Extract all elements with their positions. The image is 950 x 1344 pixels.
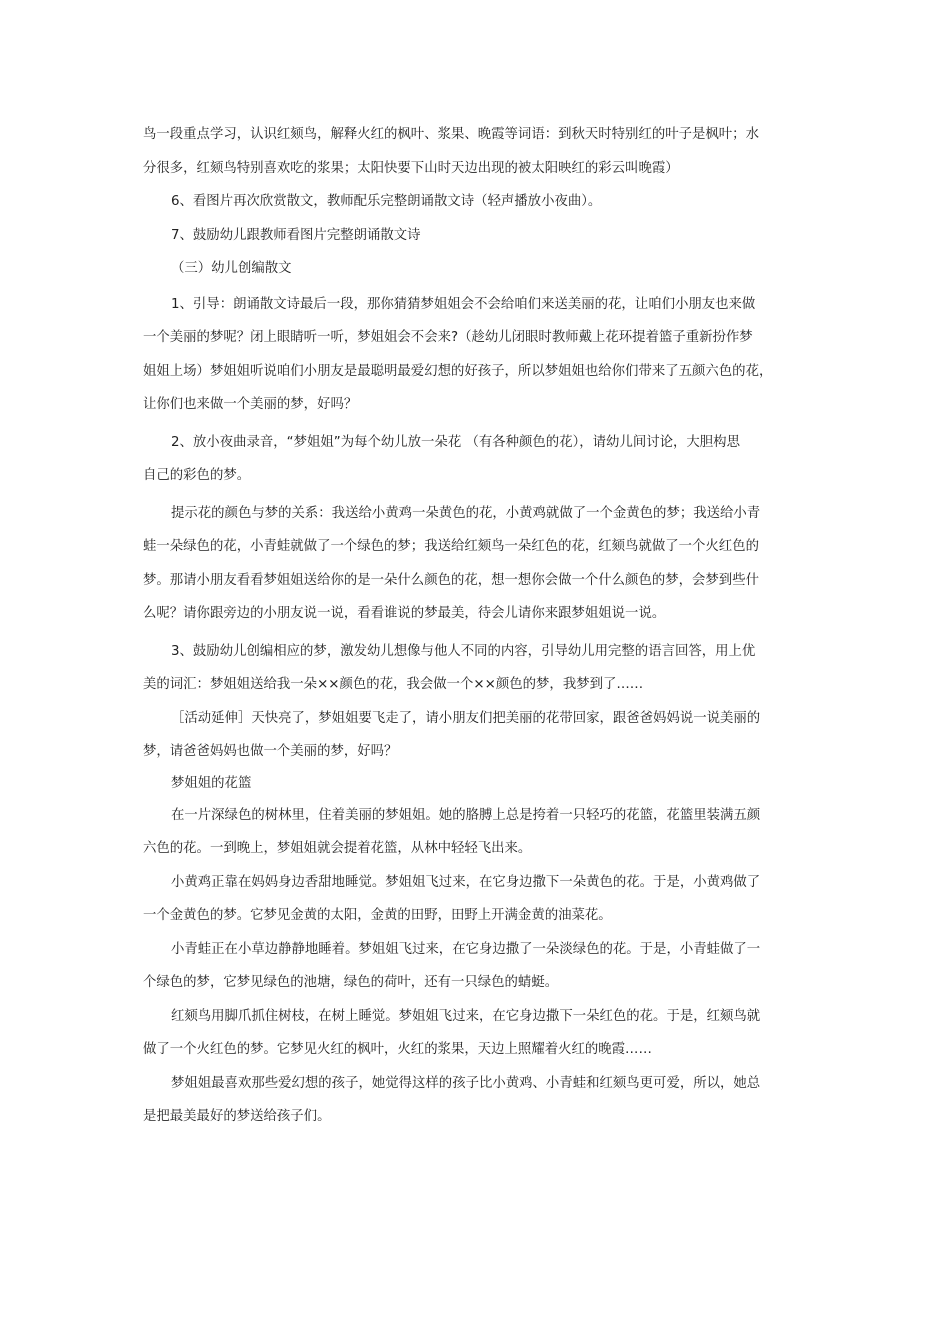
text-line: 让你们也来做一个美丽的梦，好吗？ — [143, 397, 358, 412]
story-title — [143, 769, 808, 799]
text-line: 做了一个火红色的梦。它梦见火红的枫叶，火红的浆果，天边上照耀着火红的晚霞…… — [143, 1042, 652, 1057]
paragraph-3 — [143, 219, 808, 253]
paragraph-7 — [143, 497, 808, 631]
text-line: 美的词汇：梦姐姐送给我一朵××颜色的花，我会做一个××颜色的梦，我梦到了…… — [143, 677, 644, 692]
text-line: 梦。那请小朋友看看梦姐姐送给你的是一朵什么颜色的花，想一想你会做一个什么颜色的梦，会梦到些什 — [143, 572, 759, 588]
text-line: ［活动延伸］天快亮了，梦姐姐要飞走了，请小朋友们把美丽的花带回家，跟爸爸妈妈说一说美丽的 — [171, 710, 761, 726]
section-heading — [143, 252, 808, 286]
text-line: 小青蛙正在小草边静静地睡着。梦姐姐飞过来，在它身边撒了一朵淡绿色的花。于是，小青蛙做了一 — [171, 941, 761, 957]
paragraph-9 — [143, 702, 808, 769]
paragraph-12 — [143, 866, 808, 933]
paragraph-1 — [143, 118, 808, 185]
text-line: 么呢？请你跟旁边的小朋友说一说，看看谁说的梦最美，待会儿请你来跟梦姐姐说一说。 — [143, 606, 666, 621]
text-line: 6、看图片再次欣赏散文，教师配乐完整朗诵散文诗（轻声播放小夜曲）。 — [171, 194, 602, 209]
text-line: 是把最美最好的梦送给孩子们。 — [143, 1109, 331, 1124]
text-line: 蛙一朵绿色的花，小青蛙就做了一个绿色的梦；我送给红颏鸟一朵红色的花，红颏鸟就做了一个火红色的 — [143, 539, 759, 554]
text-line: （三）幼儿创编散文 — [171, 261, 292, 276]
text-line: 一个金黄色的梦。它梦见金黄的太阳，金黄的田野，田野上开满金黄的油菜花。 — [143, 908, 612, 923]
paragraph-2 — [143, 185, 808, 219]
text-line: 梦姐姐最喜欢那些爱幻想的孩子，她觉得这样的孩子比小黄鸡、小青蛙和红颏鸟更可爱，所以，她总 — [171, 1075, 761, 1091]
text-line: 梦，请爸爸妈妈也做一个美丽的梦，好吗？ — [143, 744, 398, 759]
paragraph-13 — [143, 933, 808, 1000]
text-line: 自己的彩色的梦。 — [143, 468, 251, 483]
paragraph-5 — [143, 288, 808, 422]
text-line: 3、鼓励幼儿创编相应的梦，激发幼儿想像与他人不同的内容，引导幼儿用完整的语言回答，用上优 — [171, 643, 756, 659]
text-line: 梦姐姐的花篮 — [171, 775, 252, 791]
paragraph-11 — [143, 799, 808, 866]
text-line: 一个美丽的梦呢？闭上眼睛听一听，梦姐姐会不会来?（趁幼儿闭眼时教师戴上花环提着篮子重新扮作梦 — [143, 330, 753, 345]
text-line: 个绿色的梦，它梦见绿色的池塘，绿色的荷叶，还有一只绿色的蜻蜓。 — [143, 975, 559, 990]
text-line: 红颏鸟用脚爪抓住树枝，在树上睡觉。梦姐姐飞过来，在它身边撒下一朵红色的花。于是，红颏鸟就 — [171, 1008, 761, 1024]
text-line: 小黄鸡正靠在妈妈身边香甜地睡觉。梦姐姐飞过来，在它身边撒下一朵黄色的花。于是，小黄鸡做了 — [171, 874, 761, 890]
text-line: 7、鼓励幼儿跟教师看图片完整朗诵散文诗 — [171, 227, 421, 243]
text-line: 六色的花。一到晚上，梦姐姐就会提着花篮，从林中轻轻飞出来。 — [143, 841, 532, 856]
paragraph-6 — [143, 426, 808, 493]
text-line: 1、引导：朗诵散文诗最后一段，那你猜猜梦姐姐会不会给咱们来送美丽的花，让咱们小朋友也来做 — [171, 296, 756, 312]
paragraph-15 — [143, 1067, 808, 1134]
paragraph-8 — [143, 635, 808, 702]
paragraph-14 — [143, 1000, 808, 1067]
document-page — [143, 118, 808, 1134]
text-line: 分很多，红颏鸟特别喜欢吃的浆果；太阳快要下山时天边出现的被太阳映红的彩云叫晚霞） — [143, 160, 679, 176]
text-line: 鸟一段重点学习，认识红颏鸟，解释火红的枫叶、浆果、晚霞等词语：到秋天时特别红的叶子是枫叶；水 — [143, 127, 759, 142]
text-line: 提示花的颜色与梦的关系：我送给小黄鸡一朵黄色的花，小黄鸡就做了一个金黄色的梦；我送给小青 — [171, 505, 761, 521]
text-line: 姐姐上场）梦姐姐听说咱们小朋友是最聪明最爱幻想的好孩子，所以梦姐姐也给你们带来了五颜六色的花， — [143, 363, 773, 379]
text-line: 在一片深绿色的树林里，住着美丽的梦姐姐。她的胳膊上总是挎着一只轻巧的花篮，花篮里装满五颜 — [171, 807, 761, 823]
text-line: 2、放小夜曲录音，“梦姐姐”为每个幼儿放一朵花 （有各种颜色的花），请幼儿间讨论，大胆构思 — [171, 434, 740, 450]
